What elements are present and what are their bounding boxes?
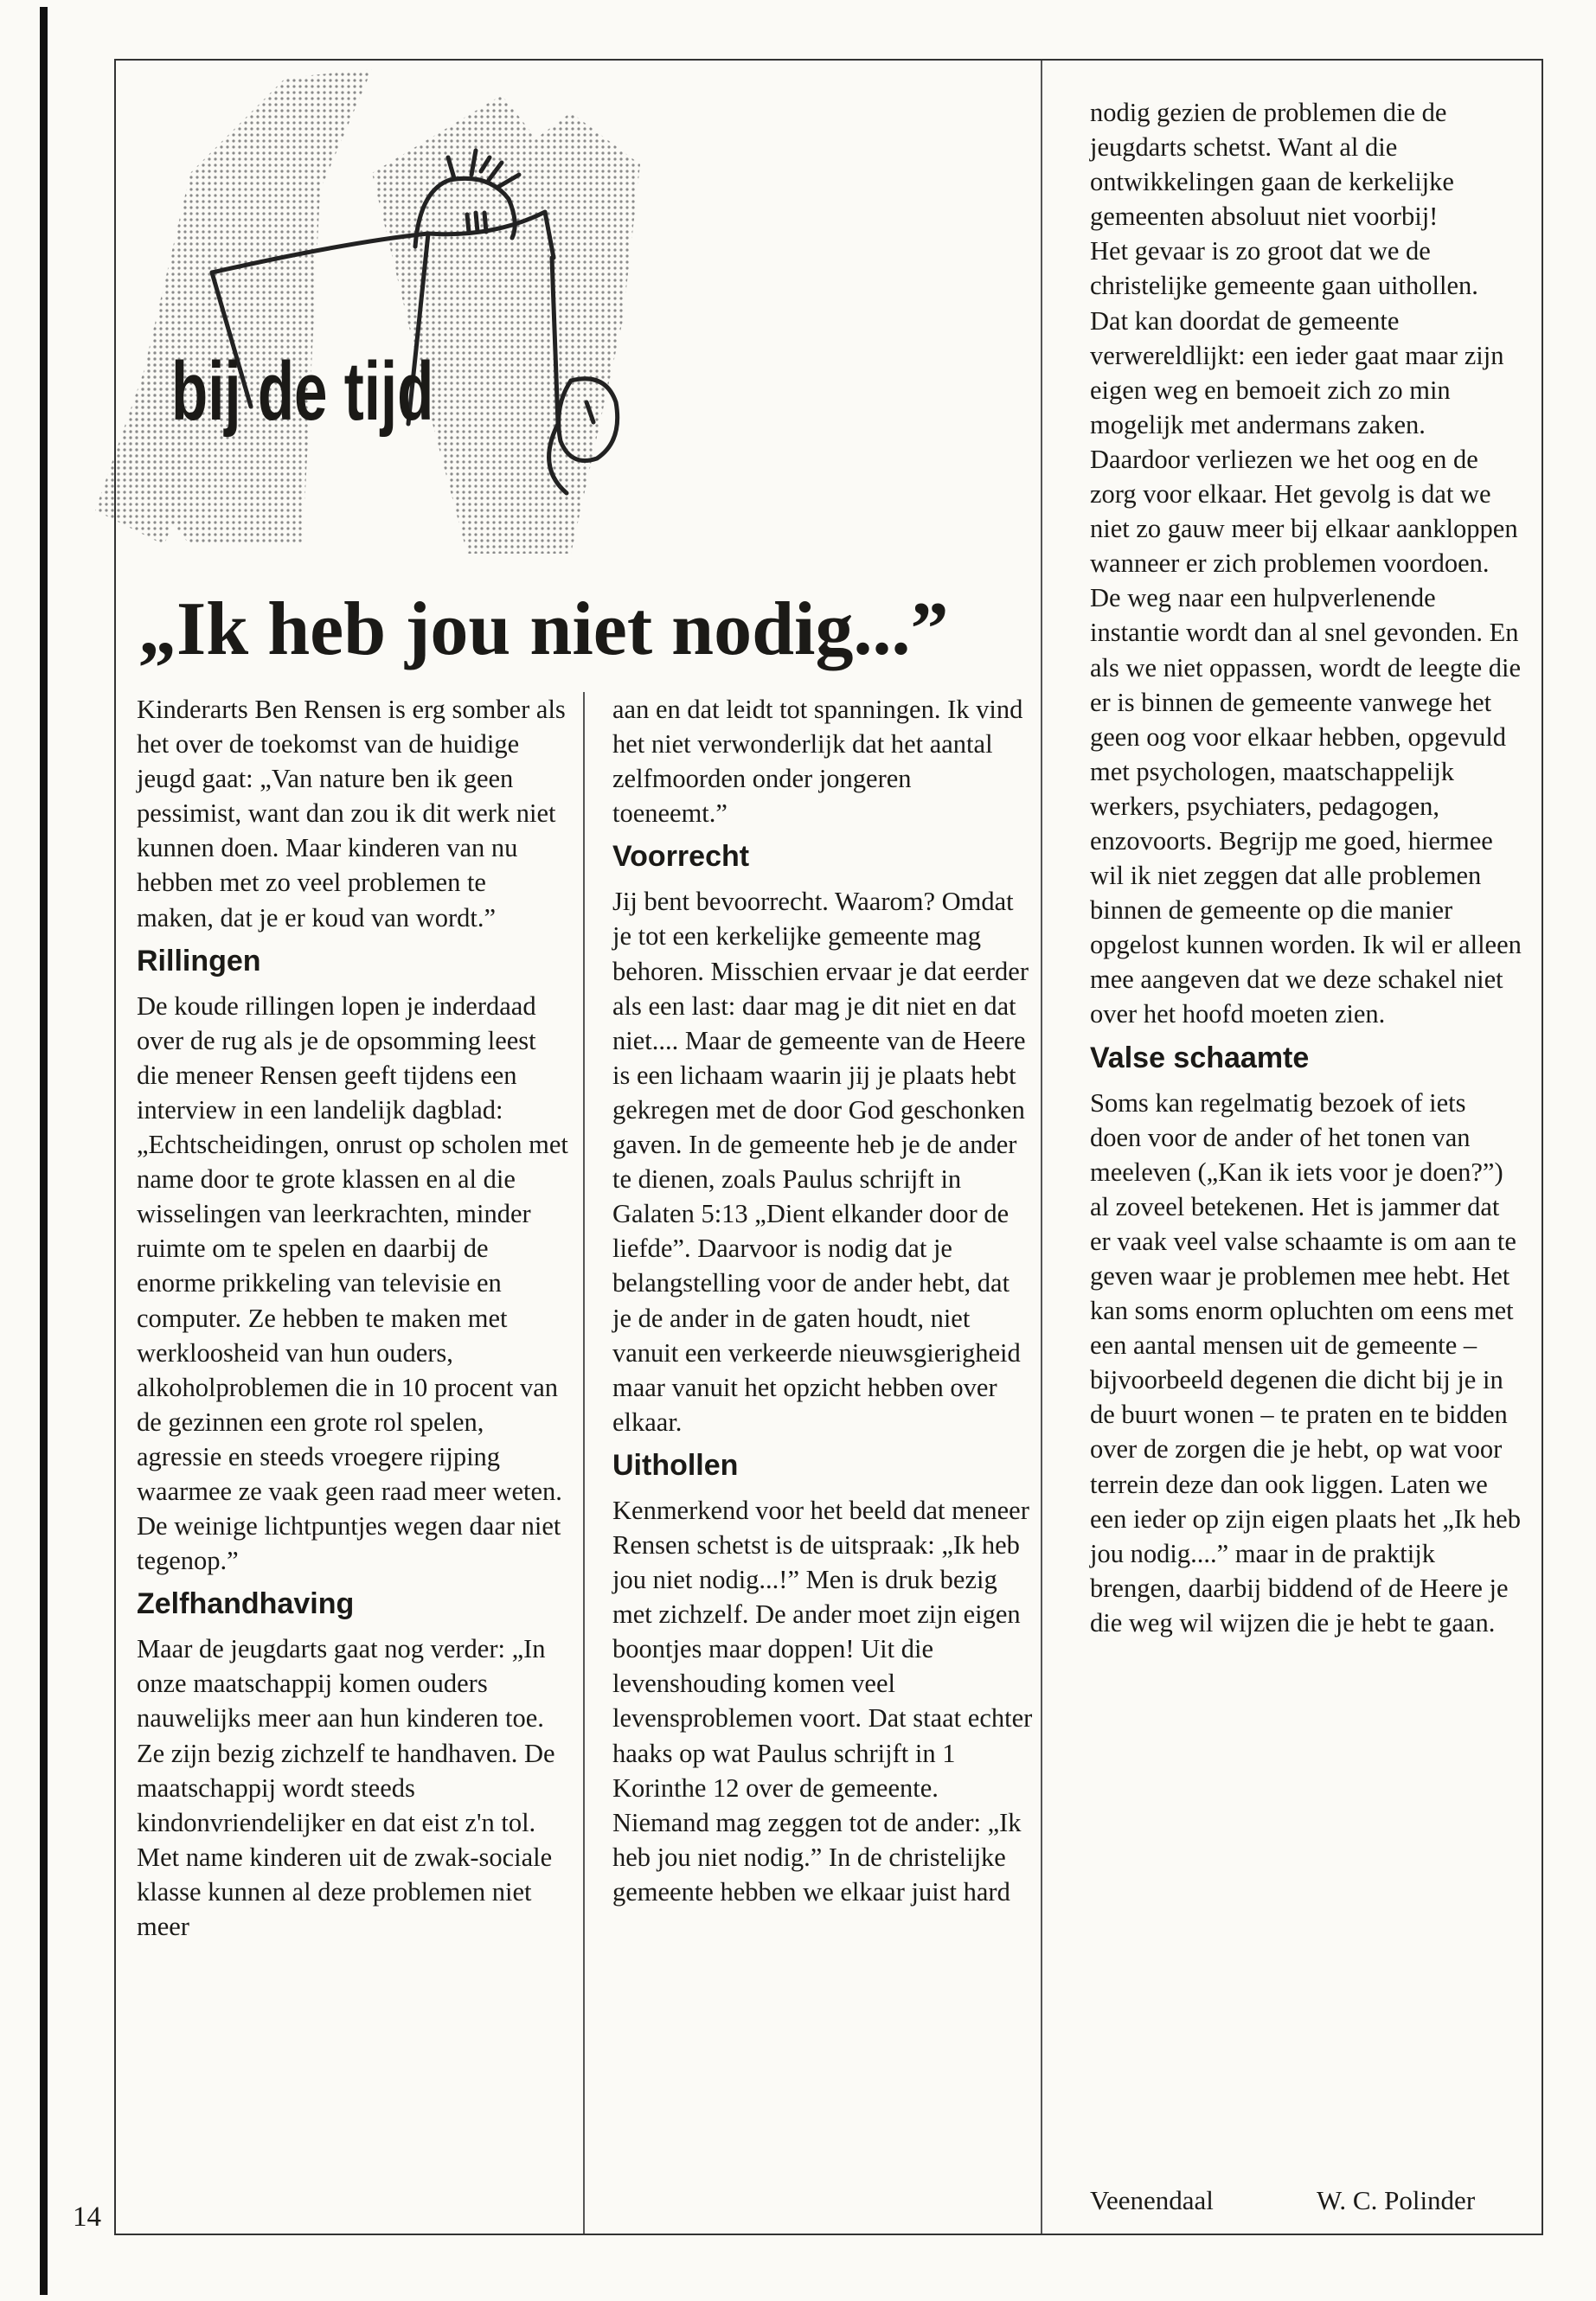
paragraph: De koude rillingen lopen je inderdaad over de rug als je de opsomming leest die meneer Rensen geeft tijdens een interview in een landelijk dagblad: „Echtscheidingen, onrust op scholen met name door te grote klassen en al die wisselingen van leerkrachten, minder ruimte om te spelen en daarbij de enorme prikkeling van televisie en computer. Ze hebben te maken met werkloosheid van hun ouders, alkoholproblemen die in 10 procent van de gezinnen een grote rol spelen, agressie en steeds vroegere rijping waarmee ze vaak geen raad meer weten. De weinige lichtpuntjes wegen daar niet tegenop.” — [137, 990, 568, 1576]
paragraph: Soms kan regelmatig bezoek of iets doen voor de ander of het tonen van meeleven („Kan ik iets voor je doen?”) al zoveel betekenen. Het is jammer dat er vaak veel valse schaamte is om aan te geven waar je problemen mee hebt. Het kan soms enorm opluchten om eens met een aantal mensen uit de gemeente – bijvoorbeeld degenen die dicht bij je in de buurt wonen – te praten en te bidden over de zorgen die je hebt, op wat voor terrein deze dan ook liggen. Laten we een ieder op zijn eigen plaats het „Ik heb jou nodig....” maar in de praktijk brengen, daarbij biddend of de Heere je die weg wil wijzen die je hebt te gaan. — [1090, 1087, 1521, 1638]
column-rule-middle — [583, 692, 585, 2234]
paragraph: aan en dat leidt tot spanningen. Ik vind het niet verwonderlijk dat het aantal zelfmoorden onder jongeren toeneemt.” — [612, 695, 1023, 829]
column-rule-right — [1041, 61, 1042, 2234]
paragraph: Kenmerkend voor het beeld dat meneer Rensen schetst is de uitspraak: „Ik heb jou niet nodig...!” Men is druk bezig met zichzelf. De ander moet zijn eigen boontjes maar doppen! Uit die levenshouding komen veel levensproblemen voort. Dat staat echter haaks op wat Paulus schrijft in 1 Korinthe 12 over de gemeente. Niemand mag zeggen tot de ander: „Ik heb jou niet nodig.” In de christelijke gemeente hebben we elkaar juist hard — [612, 1495, 1033, 1907]
column-1 — [137, 692, 569, 1944]
page-spine — [40, 7, 48, 2295]
section-heading: Voorrecht — [612, 840, 750, 874]
signoff-author: W. C. Polinder — [1317, 2185, 1476, 2215]
paragraph: Kinderarts Ben Rensen is erg somber als het over de toekomst van de huidige jeugd gaat: „Van nature ben ik geen pessimist, want dan zou ik dit werk niet kunnen doen. Maar kinderen van nu hebben met zo veel problemen te maken, dat je er koud van wordt.” — [137, 695, 566, 933]
paragraph: Het gevaar is zo groot dat we de christelijke gemeente gaan uithollen. Dat kan doordat de gemeente verwereldlijkt: een ieder gaat maar zijn eigen weg en bemoeit zich zo min mogelijk met andermans zaken. Daardoor verliezen we het oog en de zorg voor elkaar. Het gevolg is dat we niet zo gauw meer bij elkaar aankloppen wanneer er zich problemen voordoen. De weg naar een hulpverlenende instantie wordt dan al snel gevonden. En als we niet oppassen, wordt de leegte die er is binnen de gemeente vanwege het geen oog voor elkaar hebben, opgevuld met psychologen, maatschappelijk werkers, psychiaters, pedagogen, enzovoorts. Begrijp me goed, hiermee wil ik niet zeggen dat alle problemen binnen de gemeente op die manier opgelost kunnen worden. Ik wil er alleen mee aangeven dat we deze schakel niet over het hoofd moeten zien. — [1090, 236, 1522, 1029]
person-reading-newspaper-icon — [87, 61, 657, 558]
section-heading: Valse schaamte — [1090, 1041, 1310, 1074]
section-heading: Rillingen — [137, 944, 261, 977]
column-2 — [612, 692, 1033, 1909]
section-heading: Uithollen — [612, 1448, 739, 1482]
paragraph: nodig gezien de problemen die de jeugdarts schetst. Want al die ontwikkelingen gaan de kerkelijke gemeenten absoluut niet voorbij! — [1090, 98, 1454, 232]
page-number: 14 — [73, 2202, 101, 2233]
headline: „Ik heb jou niet nodig...” — [138, 587, 949, 671]
signoff-place: Veenendaal — [1090, 2185, 1214, 2215]
logo-text: bij de tijd — [171, 345, 434, 438]
paragraph: Maar de jeugdarts gaat nog verder: „In onze maatschappij komen ouders nauwelijks meer aan hun kinderen toe. Ze zijn bezig zichzelf te handhaven. De maatschappij wordt steeds kindonvriendelijker en dat eist z'n tol. Met name kinderen uit de zwak-sociale klasse kunnen al deze problemen niet meer — [137, 1634, 555, 1941]
section-heading: Zelfhandhaving — [137, 1587, 355, 1621]
column-3 — [1090, 95, 1522, 1640]
paragraph: Jij bent bevoorrecht. Waarom? Omdat je tot een kerkelijke gemeente mag behoren. Misschien ervaar je dat eerder als een last: daar mag je dit niet en dat niet.... Maar de gemeente van de Heere is een lichaam waarin jij je plaats hebt gekregen met de door God geschonken gaven. In de gemeente heb je de ander te dienen, zoals Paulus schrijft in Galaten 5:13 „Dient elkander door de liefde”. Daarvoor is nodig dat je belangstelling voor de ander hebt, dat je de ander in de gaten houdt, niet vanuit een verkeerde nieuwsgierigheid maar vanuit het opzicht hebben over elkaar. — [612, 887, 1029, 1437]
